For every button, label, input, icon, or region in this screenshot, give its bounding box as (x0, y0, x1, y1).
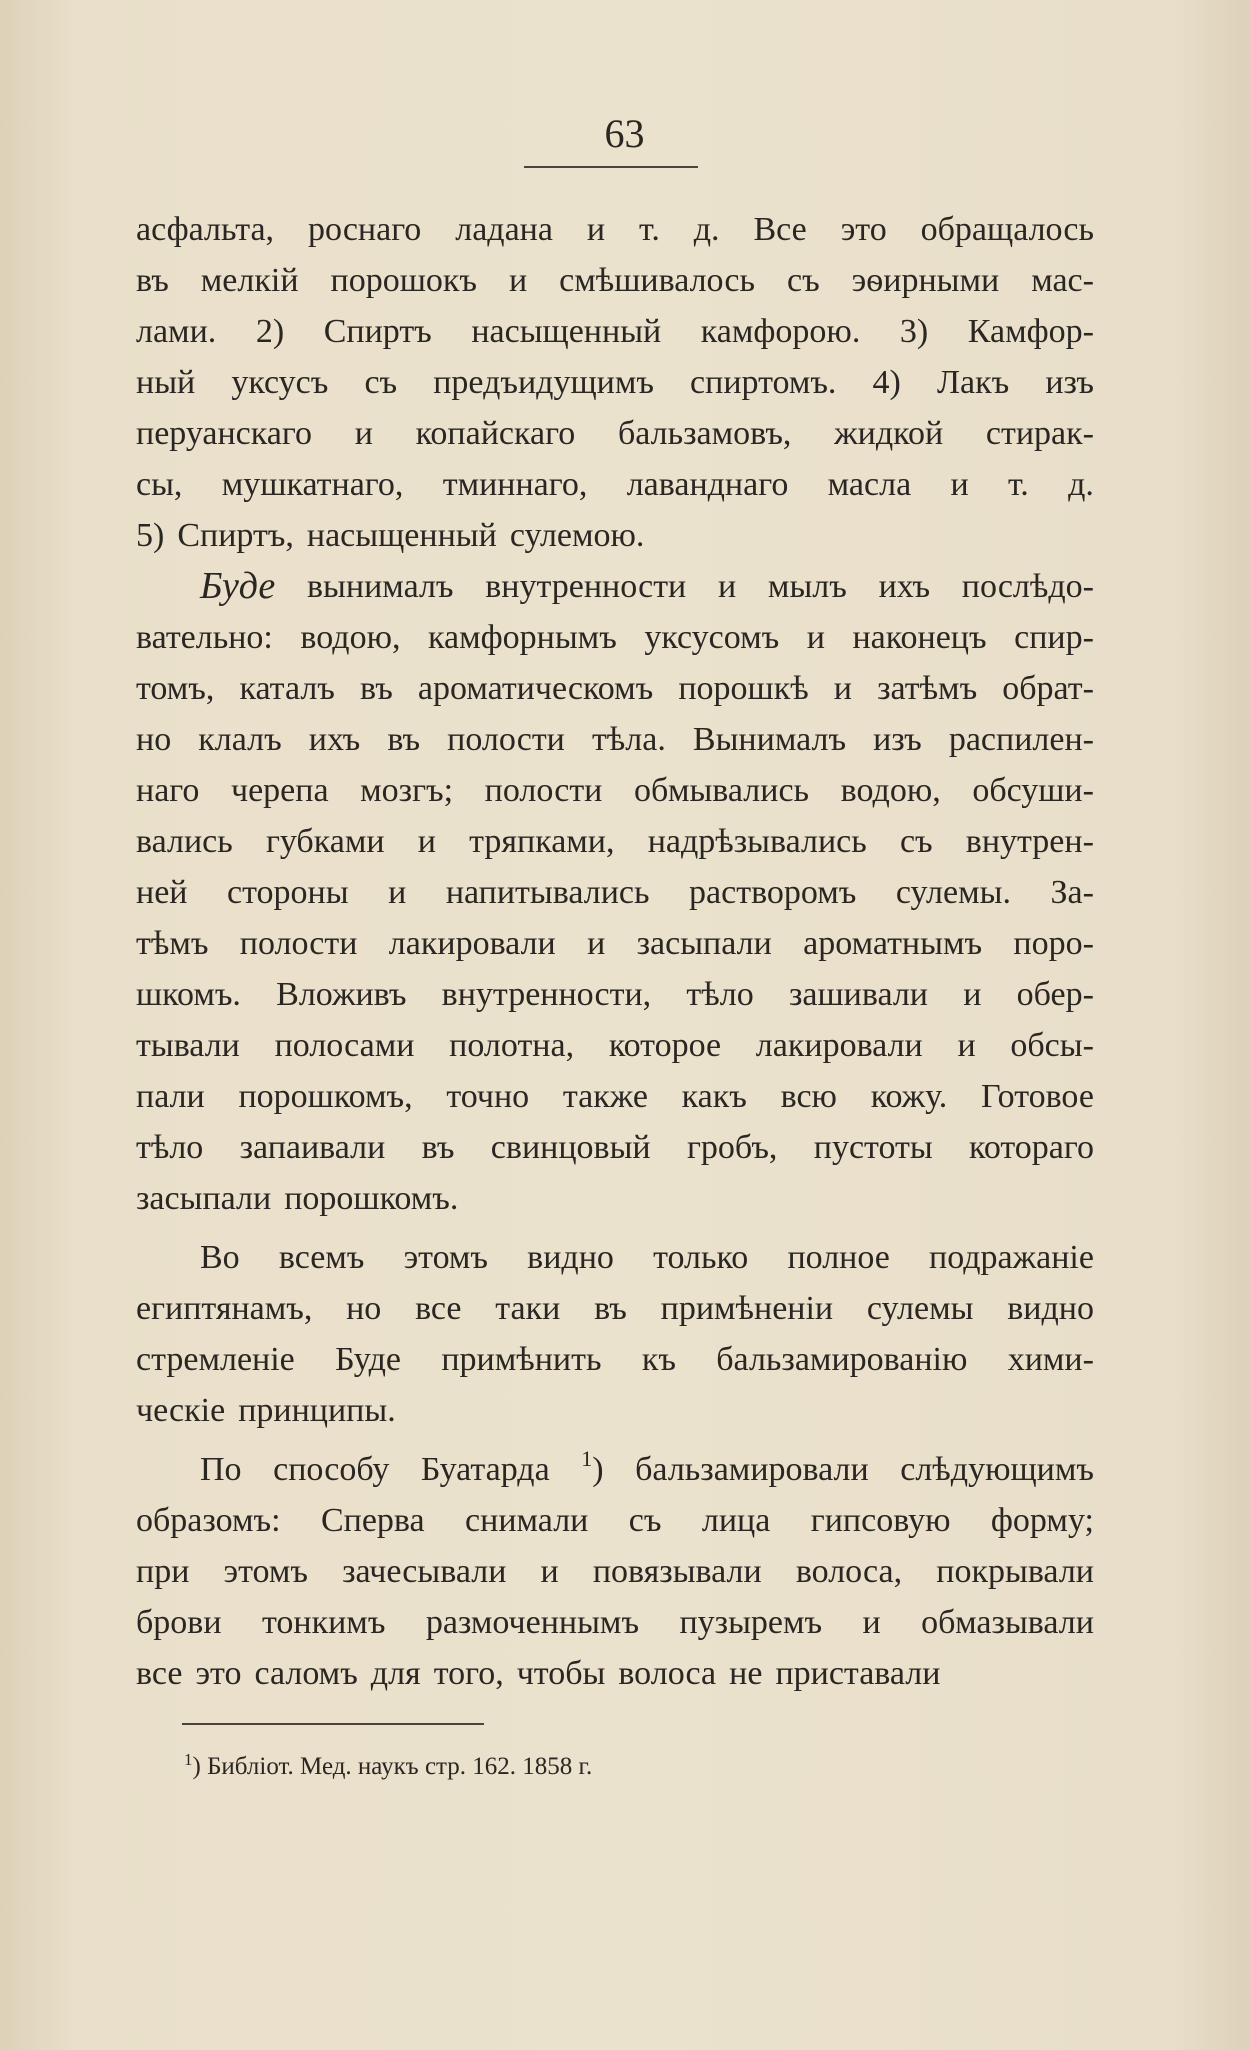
word: способу (273, 1451, 390, 1488)
word: Сперва (320, 1502, 425, 1539)
word: предъидущимъ (433, 364, 654, 401)
word: запаивали (239, 1129, 386, 1166)
word: лакировали (388, 925, 556, 962)
word: и (354, 415, 373, 452)
word: полости (447, 721, 565, 758)
word: тѣмъ (136, 925, 209, 962)
word: и (587, 925, 606, 962)
word: спиртомъ. (690, 364, 837, 401)
word: изъ (873, 721, 922, 758)
word: д. (1068, 466, 1094, 503)
word: полости (484, 772, 603, 809)
footnote-rule (182, 1723, 484, 1725)
word: ный (136, 364, 196, 401)
word: жидкой (834, 415, 944, 452)
word: затѣмъ (877, 670, 978, 707)
paragraph (136, 561, 1094, 1224)
word: для (370, 1655, 421, 1692)
word: стремленiе (136, 1341, 295, 1378)
word: водою, (840, 772, 941, 809)
word: лакировали (755, 1027, 923, 1064)
word: Спиртъ, (177, 517, 294, 554)
word: порошкѣ (678, 670, 809, 707)
word: тѣло (136, 1129, 204, 1166)
word: наго (136, 772, 200, 809)
word: и (806, 619, 825, 656)
word: волоса (618, 1655, 717, 1692)
page-number: 63 (604, 111, 645, 156)
word: лами. (136, 313, 217, 350)
word: По (200, 1451, 242, 1488)
word: ихъ (878, 568, 931, 605)
word: въ (421, 1129, 455, 1166)
word: лица (701, 1502, 771, 1539)
word: порошкомъ. (284, 1180, 459, 1217)
word: видно (527, 1239, 614, 1276)
word: насыщенный (306, 517, 497, 554)
word: мелкiй (200, 262, 299, 299)
word: пали (136, 1078, 205, 1115)
word: всемъ (278, 1239, 365, 1276)
word: кожу. (870, 1078, 948, 1115)
word: съ (899, 823, 933, 860)
text-line (136, 306, 1094, 357)
word: томъ, (136, 670, 215, 707)
text-line (136, 765, 1094, 816)
word: 5) (136, 517, 165, 554)
word: надрѣзывались (647, 823, 867, 860)
word: поро- (1013, 925, 1094, 962)
word: мушкатнаго, (221, 466, 404, 503)
text-line (136, 714, 1094, 765)
word: и (950, 466, 969, 503)
text-line (136, 1232, 1094, 1283)
word: тѣла. (591, 721, 666, 758)
word: ладана (455, 211, 553, 248)
word: въ (136, 262, 169, 299)
word: и (862, 1604, 881, 1641)
word: растворомъ (689, 874, 857, 911)
word: и (833, 670, 852, 707)
word: ароматическомъ (417, 670, 654, 707)
word: къ (641, 1341, 676, 1378)
word: мас- (1031, 262, 1094, 299)
word: съ (628, 1502, 662, 1539)
word: не (729, 1655, 763, 1692)
word: Готовое (980, 1078, 1094, 1115)
word: саломъ (254, 1655, 358, 1692)
word: ароматнымъ (803, 925, 983, 962)
word: Спиртъ (323, 313, 432, 350)
word: въ (594, 1290, 627, 1327)
word: тывали (136, 1027, 240, 1064)
word: принципы. (238, 1392, 396, 1429)
word: и (957, 1027, 976, 1064)
footnote-marker: 1 (184, 1750, 193, 1769)
word: сы, (136, 466, 183, 503)
word: и (717, 568, 737, 605)
word: и (417, 823, 436, 860)
word: слѣдующимъ (900, 1451, 1094, 1488)
text-line (136, 1071, 1094, 1122)
word: 4) (872, 364, 901, 401)
word: тряпками, (469, 823, 615, 860)
word: камфорнымъ (428, 619, 617, 656)
word: пузыремъ (679, 1604, 823, 1641)
word: свинцовый (490, 1129, 651, 1166)
text-line (136, 1334, 1094, 1385)
word: лаванднаго (626, 466, 789, 503)
word: За- (1050, 874, 1094, 911)
word: обращалось (920, 211, 1094, 248)
word: сулемы. (895, 874, 1011, 911)
word: повязывали (592, 1553, 762, 1590)
paragraph (136, 204, 1094, 561)
word: 3) (899, 313, 929, 350)
word: зачесывали (342, 1553, 507, 1590)
text-line (136, 510, 1094, 561)
text-line (136, 1495, 1094, 1546)
word: въ (359, 670, 393, 707)
word: и (586, 211, 606, 248)
text-line (136, 204, 1094, 255)
word: Все (753, 211, 807, 248)
header-rule (524, 166, 698, 168)
word: обмывались (633, 772, 810, 809)
word: обер- (1016, 976, 1094, 1013)
word: сулемы (866, 1290, 974, 1327)
text-line (136, 1020, 1094, 1071)
italic-name: Буде (200, 565, 276, 607)
word: тминнаго, (442, 466, 588, 503)
word: клалъ (198, 721, 282, 758)
word: масла (827, 466, 912, 503)
word: примѣненiи (660, 1290, 834, 1327)
word: и (508, 262, 528, 299)
word: губками (265, 823, 385, 860)
word: брови (136, 1604, 222, 1641)
word: египтянамъ, (136, 1290, 313, 1327)
word: это (195, 1655, 242, 1692)
text-line (136, 663, 1094, 714)
word: бальзамовъ, (617, 415, 792, 452)
word: и (963, 976, 982, 1013)
word: смѣшивалось (559, 262, 756, 299)
word: порошкомъ, (238, 1078, 413, 1115)
text-line (136, 1173, 1094, 1224)
paragraph (136, 1444, 1094, 1699)
word: размоченнымъ (425, 1604, 640, 1641)
paragraph (136, 1232, 1094, 1436)
word: бальзамировали (635, 1451, 869, 1488)
word: порошокъ (330, 262, 477, 299)
word: видно (1007, 1290, 1094, 1327)
word: какъ (681, 1078, 747, 1115)
word: покрывали (936, 1553, 1094, 1590)
word: послѣдо- (961, 568, 1094, 605)
text-line (136, 561, 1094, 612)
word: съ (787, 262, 820, 299)
text-line (136, 1546, 1094, 1597)
text-line (136, 255, 1094, 306)
word: хими- (1007, 1341, 1094, 1378)
text-line (136, 969, 1094, 1020)
word: все (136, 1655, 183, 1692)
word: мозгъ; (360, 772, 454, 809)
word: и (540, 1553, 559, 1590)
word: это (840, 211, 887, 248)
word: полости (239, 925, 358, 962)
word: Лакъ (936, 364, 1010, 401)
word: мылъ (767, 568, 847, 605)
word: вались (136, 823, 233, 860)
word: водою, (300, 619, 401, 656)
word: вательно: (136, 619, 273, 656)
word: Камфор- (967, 313, 1094, 350)
word: шкомъ. (136, 976, 241, 1013)
word: асфальта, (136, 211, 275, 248)
word: но (136, 721, 172, 758)
word: уксусъ (231, 364, 329, 401)
word: засыпали (136, 1180, 272, 1217)
text-line (136, 1122, 1094, 1173)
word: уксусомъ (644, 619, 780, 656)
word: копайскаго (415, 415, 576, 452)
word: Во (200, 1239, 240, 1276)
text-line (136, 867, 1094, 918)
text-line (136, 918, 1094, 969)
text-line (136, 816, 1094, 867)
word: подражанiе (929, 1239, 1094, 1276)
word: также (562, 1078, 648, 1115)
word: стирак- (985, 415, 1094, 452)
word: вынималъ (307, 568, 454, 605)
word: примѣнить (441, 1341, 602, 1378)
word: роснаго (307, 211, 422, 248)
word: только (653, 1239, 749, 1276)
word: гробъ, (686, 1129, 778, 1166)
word: этомъ (403, 1239, 489, 1276)
word: обсы- (1010, 1027, 1094, 1064)
word: приставали (775, 1655, 941, 1692)
text-line (136, 1283, 1094, 1334)
word: которое (608, 1027, 722, 1064)
text-line (136, 357, 1094, 408)
word: все (415, 1290, 462, 1327)
footnote-reference: 1 (581, 1446, 593, 1471)
word: распилен- (948, 721, 1094, 758)
word: камфорою. (700, 313, 861, 350)
word: и (388, 874, 407, 911)
word: т. (1008, 466, 1029, 503)
text-line (136, 612, 1094, 663)
word: форму; (990, 1502, 1094, 1539)
word: 2) (255, 313, 285, 350)
word: Вынималъ (692, 721, 847, 758)
word: ней (136, 874, 188, 911)
word: чтобы (516, 1655, 606, 1692)
word: ческiе (136, 1392, 226, 1429)
word: засыпали (636, 925, 772, 962)
word: д. (693, 211, 720, 248)
word: каталъ (239, 670, 335, 707)
text-line (136, 459, 1094, 510)
text-line (136, 1385, 1094, 1436)
word: т. (639, 211, 660, 248)
word: обсуши- (972, 772, 1094, 809)
word: внутренности (485, 568, 687, 605)
word: котораго (969, 1129, 1094, 1166)
word: полное (787, 1239, 890, 1276)
word: изъ (1045, 364, 1094, 401)
footnote (184, 1750, 592, 1786)
word: обрат- (1002, 670, 1094, 707)
word: наконецъ (852, 619, 987, 656)
word: гипсовую (810, 1502, 951, 1539)
word: пустоты (813, 1129, 933, 1166)
word: тонкимъ (261, 1604, 386, 1641)
word: внутренности, (441, 976, 652, 1013)
word: перуанскаго (136, 415, 312, 452)
word: но (346, 1290, 382, 1327)
word: того, (433, 1655, 504, 1692)
word: всю (780, 1078, 837, 1115)
word: образомъ: (136, 1502, 281, 1539)
body-text (136, 204, 1094, 1699)
word: съ (364, 364, 398, 401)
footnote-text: ) Библiот. Мед. наукъ стр. 162. 1858 г. (192, 1753, 593, 1780)
text-line (136, 1648, 1094, 1699)
word: при (136, 1553, 190, 1590)
word: Буде (335, 1341, 402, 1378)
word: тѣло (686, 976, 754, 1013)
word: эѳирными (851, 262, 1000, 299)
word: сулемою. (509, 517, 645, 554)
word: спир- (1014, 619, 1094, 656)
word: волоса, (795, 1553, 903, 1590)
word: ихъ (308, 721, 361, 758)
word: обмазывали (921, 1604, 1094, 1641)
word: таки (495, 1290, 561, 1327)
word: полосами (274, 1027, 415, 1064)
word: этомъ (223, 1553, 308, 1590)
word: Вложивъ (276, 976, 407, 1013)
word: зашивали (788, 976, 928, 1013)
text-line (136, 1444, 1094, 1495)
word: полотна, (449, 1027, 575, 1064)
word: бальзамированiю (716, 1341, 968, 1378)
word: $^1$) (581, 1446, 604, 1488)
word: въ (387, 721, 421, 758)
word: Буатарда (420, 1451, 550, 1488)
word: стороны (227, 874, 349, 911)
word: снимали (465, 1502, 589, 1539)
word: насыщенный (471, 313, 662, 350)
text-line (136, 1597, 1094, 1648)
word: внутрен- (965, 823, 1094, 860)
word: черепа (230, 772, 329, 809)
word: напитывались (445, 874, 650, 911)
text-line (136, 408, 1094, 459)
word: точно (446, 1078, 530, 1115)
